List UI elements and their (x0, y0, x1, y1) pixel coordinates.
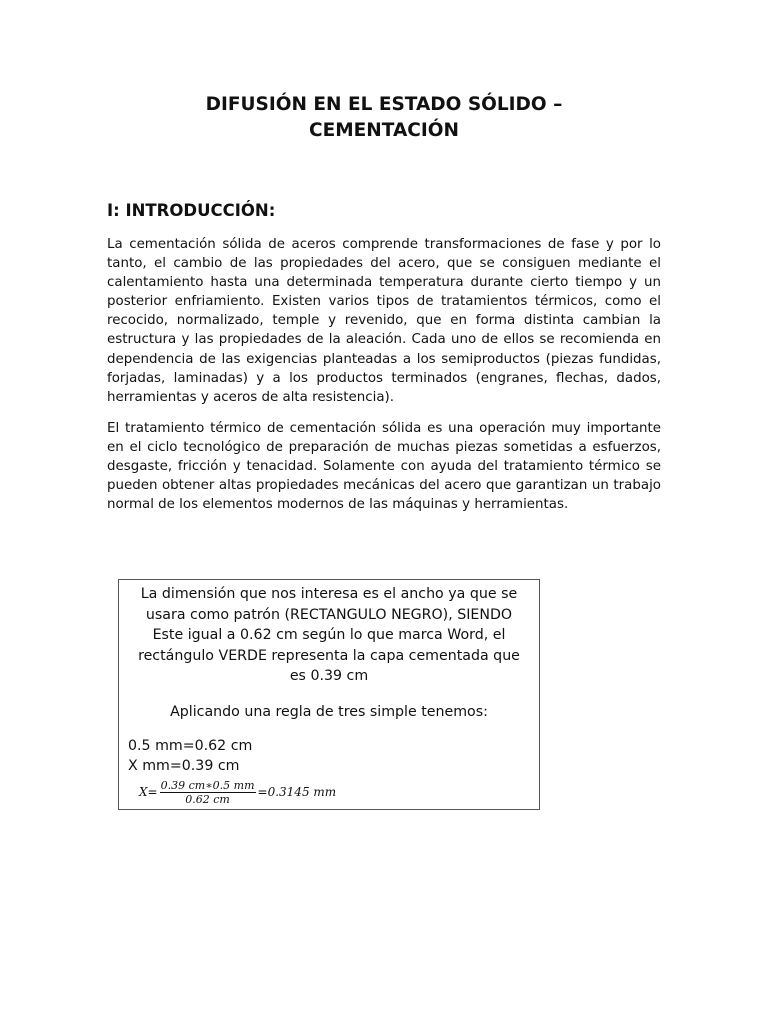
formula-fraction (160, 779, 256, 806)
textbox-rule-text: Aplicando una regla de tres simple tenemos: (170, 704, 488, 720)
formula (139, 779, 336, 806)
document-title (0, 92, 768, 144)
paragraph-2: El tratamiento térmico de cementación sólida es una operación muy importante en el ciclo tecnológico de preparación de muchas piezas sometidas a esfuerzos, desgaste, fricción y tenacidad. Solamente con ayuda del tratamiento térmico se pueden obtener altas propiedades mecánicas del acero que garantizan un trabajo normal de los elementos modernos de las máquinas y herramientas. (107, 421, 661, 513)
formula-numerator: 0.39 cm∗0.5 mm (160, 779, 255, 792)
text-box (118, 579, 540, 810)
textbox-description: La dimensión que nos interesa es el ancho ya que se usara como patrón (RECTANGULO NEGRO), SIENDO Este igual a 0.62 cm según lo que marca Word, el rectángulo VERDE representa la capa cementada que es 0.39 cm (138, 586, 520, 684)
title-line-2: CEMENTACIÓN (309, 120, 459, 141)
paragraph-1: La cementación sólida de aceros comprende transformaciones de fase y por lo tanto, el cambio de las propiedades del acero, que se consiguen mediante el calentamiento hasta una determinada temperatura durante cierto tiempo y un posterior enfriamiento. Existen varios tipos de tratamientos térmicos, como el recocido, normalizado, temple y revenido, que en forma distinta cambian la estructura y las propiedades de la aleación. Cada uno de ellos se recomienda en dependencia de las exigencias planteadas a los semiproductos (piezas fundidas, forjadas, laminadas) y a los productos terminados (engranes, flechas, dados, herramientas y aceros de alta resistencia). (107, 237, 661, 405)
section-heading-introduccion: I: INTRODUCCIÓN: (107, 201, 276, 220)
formula-lhs: X (139, 785, 148, 800)
formula-denominator: 0.62 cm (185, 793, 230, 806)
formula-result: =0.3145 mm (257, 785, 337, 800)
equation-1: 0.5 mm=0.62 cm (128, 738, 253, 754)
title-line-1: DIFUSIÓN EN EL ESTADO SÓLIDO – (205, 94, 563, 115)
equation-2: X mm=0.39 cm (128, 758, 240, 774)
formula-equals: = (147, 785, 158, 800)
